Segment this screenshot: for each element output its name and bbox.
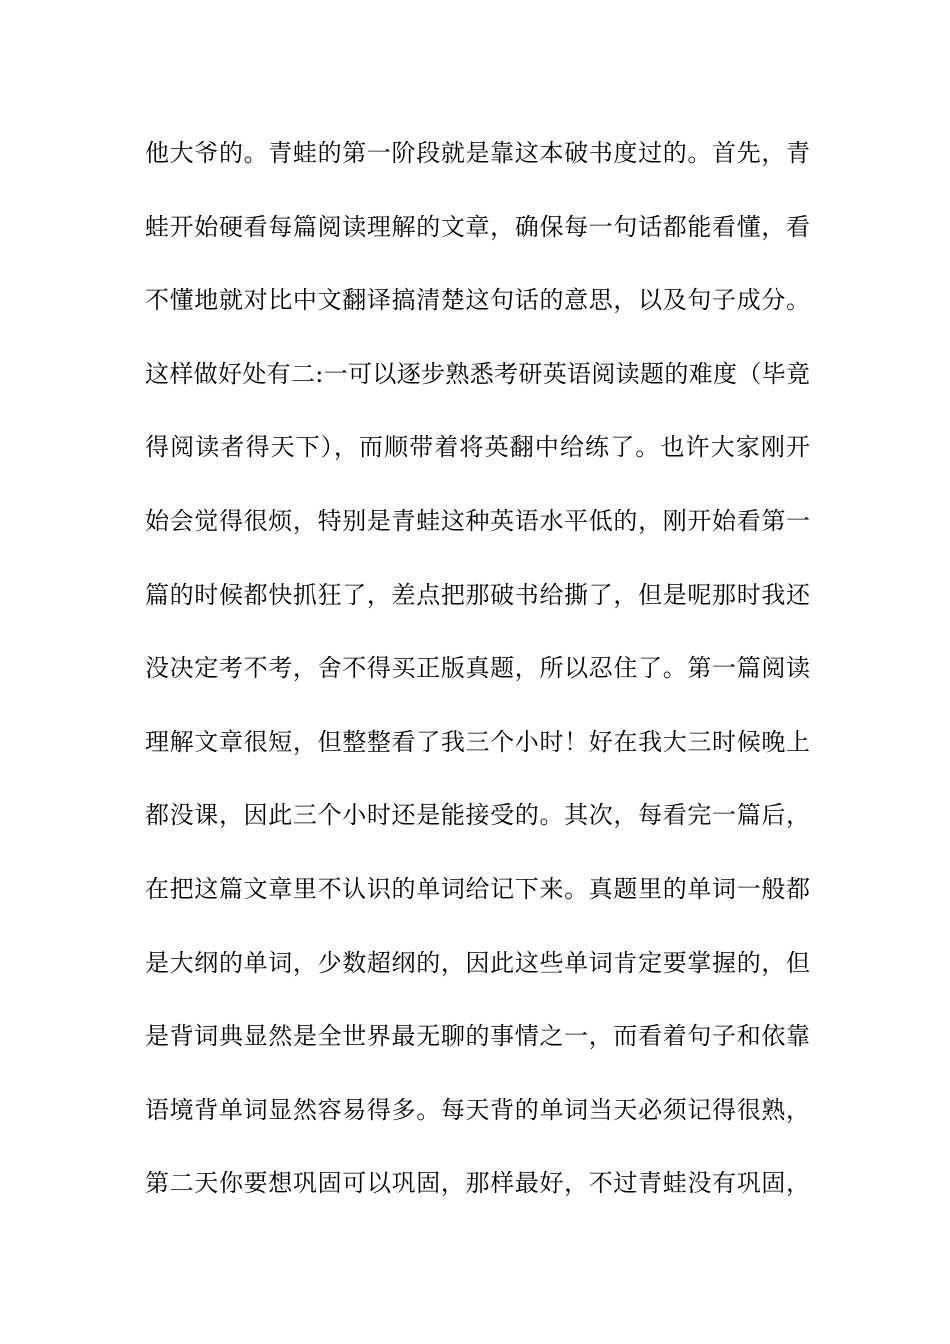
text-line-13: 是背词典显然是全世界最无聊的事情之一，而看着句子和依靠 <box>145 1022 810 1051</box>
text-line-3: 不懂地就对比中文翻译搞清楚这句话的意思，以及句子成分。 <box>145 286 810 315</box>
text-line-9: 理解文章很短，但整整看了我三个小时！好在我大三时候晚上 <box>145 727 810 756</box>
text-line-8: 没决定考不考，舍不得买正版真题，所以忍住了。第一篇阅读 <box>145 654 810 683</box>
text-line-4: 这样做好处有二:一可以逐步熟悉考研英语阅读题的难度（毕竟 <box>145 359 810 388</box>
text-line-12: 是大纲的单词，少数超纲的，因此这些单词肯定要掌握的，但 <box>145 948 810 977</box>
text-line-7: 篇的时候都快抓狂了，差点把那破书给撕了，但是呢那时我还 <box>145 580 810 609</box>
text-line-5: 得阅读者得天下），而顺带着将英翻中给练了。也许大家刚开 <box>145 433 810 462</box>
text-line-6: 始会觉得很烦，特别是青蛙这种英语水平低的，刚开始看第一 <box>145 506 810 535</box>
text-line-1: 他大爷的。青蛙的第一阶段就是靠这本破书度过的。首先，青 <box>145 139 810 167</box>
text-line-15: 第二天你要想巩固可以巩固，那样最好，不过青蛙没有巩固， <box>145 1169 810 1198</box>
text-line-2: 蛙开始硬看每篇阅读理解的文章，确保每一句话都能看懂，看 <box>145 212 810 241</box>
text-line-10: 都没课，因此三个小时还是能接受的。其次，每看完一篇后， <box>145 801 810 830</box>
text-line-11: 在把这篇文章里不认识的单词给记下来。真题里的单词一般都 <box>145 874 810 903</box>
body-text <box>145 131 810 1235</box>
text-line-14: 语境背单词显然容易得多。每天背的单词当天必须记得很熟， <box>145 1095 810 1124</box>
